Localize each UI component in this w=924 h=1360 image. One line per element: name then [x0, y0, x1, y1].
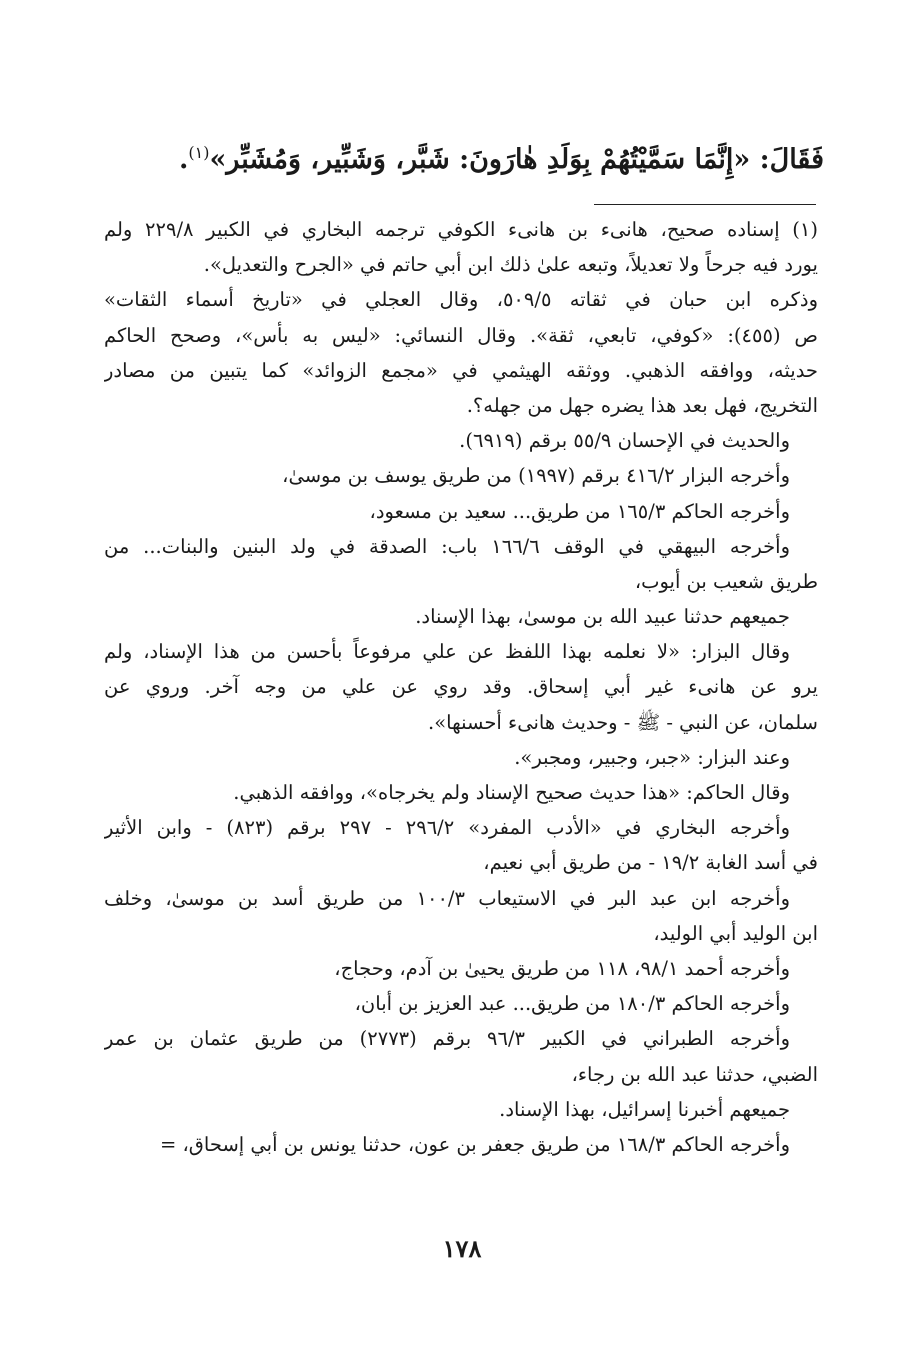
page-number: ١٧٨: [442, 1234, 482, 1263]
footnote-line: جميعهم حدثنا عبيد الله بن موسىٰ، بهذا الإسناد.: [415, 605, 790, 629]
main-text-line: فَقَالَ: «إِنَّمَا سَمَّيْتُهُمْ بِوَلَدِ هٰارَونَ: شَبَّر، وَشَبِّير، وَمُشَبِّر»: [209, 144, 824, 175]
footnotes-block: [104, 212, 818, 1162]
footnote-line: يورد فيه جرحاً ولا تعديلاً، وتبعه علىٰ ذلك ابن أبي حاتم في «الجرح والتعديل».: [203, 253, 818, 277]
footnote-line: وأخرجه البيهقي في الوقف ١٦٦/٦ باب: الصدقة في ولد البنين والبنات... من: [104, 534, 791, 558]
footnote-line: جميعهم أخبرنا إسرائيل، بهذا الإسناد.: [499, 1097, 790, 1121]
footnote-line: حديثه، ووافقه الذهبي. ووثقه الهيثمي في «مجمع الزوائد» كما يتبين من مصادر: [104, 358, 818, 382]
footnote-line: وأخرجه الحاكم ١٦٥/٣ من طريق... سعيد بن مسعود،: [369, 499, 790, 523]
footnote-separator: [594, 204, 816, 205]
footnote-line: وأخرجه ابن عبد البر في الاستيعاب ١٠٠/٣ من طريق أسد بن موسىٰ، وخلف: [104, 886, 790, 910]
footnote-line: وقال الحاكم: «هذا حديث صحيح الإسناد ولم يخرجاه»، ووافقه الذهبي.: [233, 781, 790, 804]
footnote-line: وذكره ابن حبان في ثقاته ٥٠٩/٥، وقال العجلي في «تاريخ أسماء الثقات»: [104, 288, 818, 312]
footnote-line: وأخرجه الطبراني في الكبير ٩٦/٣ برقم (٢٧٧٣) من طريق عثمان بن عمر: [104, 1027, 791, 1051]
footnote-line: وقال البزار: «لا نعلمه بهذا اللفظ عن علي مرفوعاً بأحسن من هذا الإسناد، ولم: [104, 640, 790, 664]
footnote-line: وعند البزار: «جبر، وجبير، ومجبر».: [514, 745, 790, 769]
footnote-line: في أسد الغابة ١٩/٢ - من طريق أبي نعيم،: [483, 851, 818, 875]
footnote-line: التخريج، فهل بعد هذا يضره جهل من جهله؟.: [466, 393, 818, 417]
footnote-reference: (١): [188, 143, 210, 162]
footnote-line: وأخرجه الحاكم ١٨٠/٣ من طريق... عبد العزيز بن أبان،: [354, 992, 790, 1016]
footnote-line: وأخرجه البزار ٤١٦/٢ برقم (١٩٩٧) من طريق يوسف بن موسىٰ،: [282, 464, 790, 488]
footnote-line: ص (٤٥٥): «كوفي، تابعي، ثقة». وقال النسائي: «ليس به بأس»، وصحح الحاكم: [104, 323, 818, 347]
footnote-line: وأخرجه أحمد ٩٨/١، ١١٨ من طريق يحيىٰ بن آدم، وحجاج،: [334, 956, 790, 980]
footnote-line: سلمان، عن النبي - ﷺ - وحديث هانىء أحسنها».: [428, 710, 818, 734]
footnote-line: يرو عن هانىء غير أبي إسحاق. وقد روي عن علي من وجه آخر. وروي عن: [104, 675, 818, 699]
footnote-line: طريق شعيب بن أيوب،: [634, 569, 818, 593]
footnote-line: ابن الوليد أبي الوليد،: [653, 921, 818, 945]
main-hadith-text: [80, 128, 824, 185]
footnote-line: (١) إسناده صحيح، هانىء بن هانىء الكوفي ترجمه البخاري في الكبير ٢٢٩/٨ ولم: [104, 218, 818, 241]
footnote-line: وأخرجه البخاري في «الأدب المفرد» ٢٩٦/٢ - ٢٩٧ برقم (٨٢٣) - وابن الأثير: [104, 816, 790, 840]
footnote-line: وأخرجه الحاكم ١٦٨/٣ من طريق جعفر بن عون، حدثنا يونس بن أبي إسحاق، =: [159, 1132, 790, 1156]
main-text-end: .: [178, 144, 189, 175]
footnote-line: والحديث في الإحسان ٥٥/٩ برقم (٦٩١٩).: [459, 429, 790, 453]
footnote-line: الضبي، حدثنا عبد الله بن رجاء،: [571, 1062, 818, 1086]
